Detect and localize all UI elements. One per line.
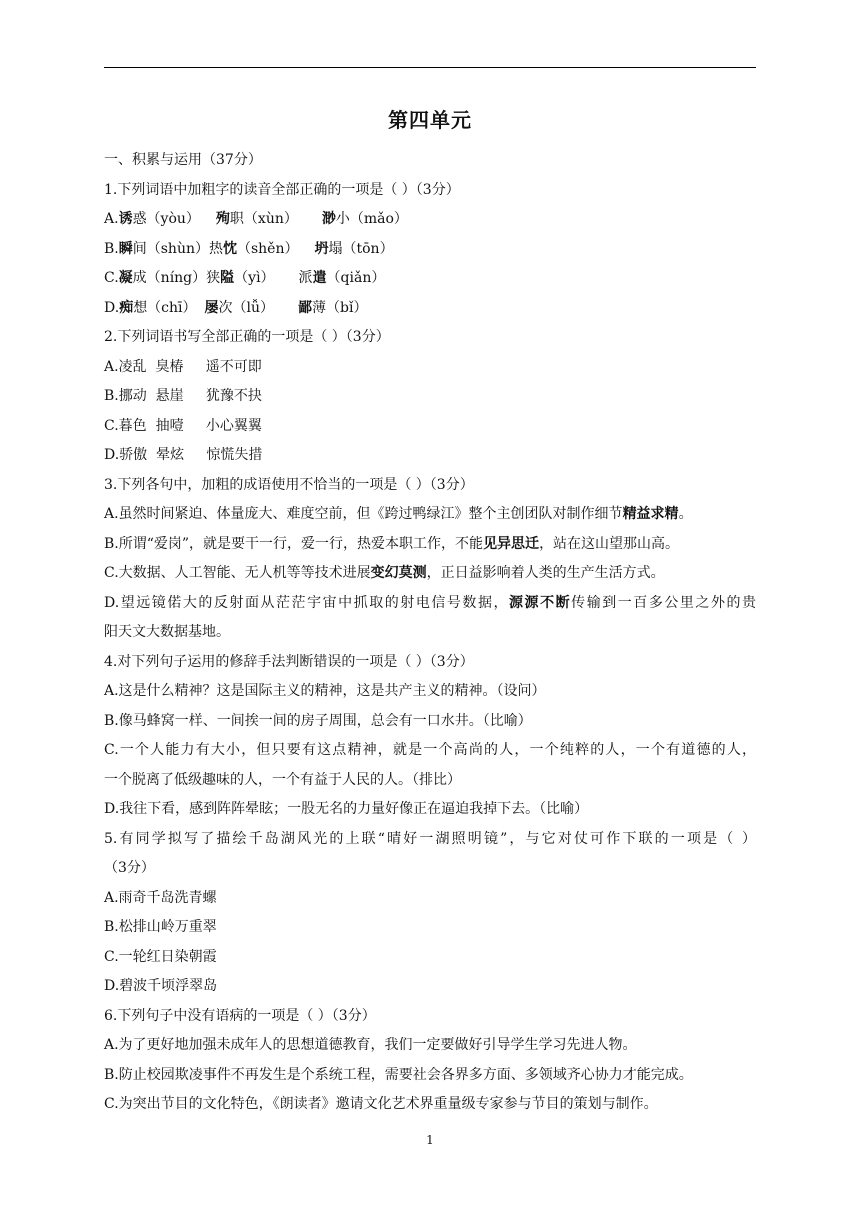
q6-stem: 6.下列句子中没有语病的一项是（ ）（3分） xyxy=(104,1007,376,1024)
page-number: 1 xyxy=(426,1133,434,1147)
q6-option-b: B.防止校园欺凌事件不再发生是个系统工程，需要社会各界多方面、多领域齐心协力才能完成。 xyxy=(104,1066,693,1083)
q4-option-d: D.我往下看，感到阵阵晕眩；一股无名的力量好像正在逼迫我掉下去。（比喻） xyxy=(104,801,589,817)
q5-option-d: D.碧波千顷浮翠岛 xyxy=(104,978,218,994)
q1-option-b: B.瞬间（shùn）热忱（shěn） 坍塌（tōn） xyxy=(104,240,394,257)
q2-option-d: D.骄傲 晕炫 惊慌失措 xyxy=(104,447,263,463)
q4-option-c: C.一个人能力有大小，但只要有这点精神，就是一个高尚的人，一个纯粹的人，一个有道德的人， xyxy=(104,742,756,758)
q4-stem: 4.对下列句子运用的修辞手法判断错误的一项是（ ）（3分） xyxy=(104,653,474,670)
q5-option-b: B.松排山岭万重翠 xyxy=(104,919,217,935)
q4-option-c-cont: 一个脱离了低级趣味的人，一个有益于人民的人。（排比） xyxy=(104,771,461,788)
q3-option-d-cont: 阳天文大数据基地。 xyxy=(104,624,230,640)
q1-option-c: C.凝成（níng）狭隘（yì） 派遣（qiǎn） xyxy=(104,270,386,286)
q2-option-a: A.凌乱 臭椿 遥不可即 xyxy=(104,358,262,375)
q6-option-a: A.为了更好地加强未成年人的思想道德教育，我们一定要做好引导学生学习先进人物。 xyxy=(104,1037,637,1053)
q1-option-a: A.诱惑（yòu） 殉职（xùn） 渺小（mǎo） xyxy=(104,211,408,227)
q2-stem: 2.下列词语书写全部正确的一项是（ ）（3分） xyxy=(104,329,390,345)
q6-option-c: C.为突出节目的文化特色，《朗读者》邀请文化艺术界重量级专家参与节目的策划与制作。 xyxy=(104,1096,658,1112)
header-rule xyxy=(104,67,756,68)
q1-stem: 1.下列词语中加粗字的读音全部正确的一项是（ ）（3分） xyxy=(104,181,460,198)
q4-option-b: B.像马蜂窝一样、一间挨一间的房子周围，总会有一口水井。（比喻） xyxy=(104,712,532,729)
q3-option-a: A.虽然时间紧迫、体量庞大、难度空前，但《跨过鸭绿江》整个主创团队对制作细节精益求精。 xyxy=(104,506,693,522)
section-heading: 一、积累与运用（37分） xyxy=(104,152,262,168)
q2-option-c: C.暮色 抽噎 小心翼翼 xyxy=(104,417,262,434)
q2-option-b: B.挪动 悬崖 犹豫不抉 xyxy=(104,388,262,404)
q1-option-d: D.痴想（chī） 屡次（lǚ） 鄙薄（bǐ） xyxy=(104,299,368,316)
q3-option-b: B.所谓“爱岗”，就是要干一行，爱一行，热爱本职工作，不能见异思迁，站在这山望那山高。 xyxy=(104,535,680,552)
q5-option-a: A.雨奇千岛洗青螺 xyxy=(104,889,217,906)
document-body xyxy=(104,146,756,1120)
q3-stem: 3.下列各句中，加粗的成语使用不恰当的一项是（ ）（3分） xyxy=(104,476,474,493)
q5-stem-cont: （3分） xyxy=(104,860,155,876)
q3-option-d: D.望远镜偌大的反射面从茫茫宇宙中抓取的射电信号数据，源源不断传输到一百多公里之外的贵 xyxy=(104,594,757,611)
q3-option-c: C.大数据、人工智能、无人机等等技术进展变幻莫测，正日益影响着人类的生产生活方式。 xyxy=(104,565,665,581)
q5-stem: 5.有同学拟写了描绘千岛湖风光的上联“晴好一湖照明镜”，与它对仗可作下联的一项是（ ） xyxy=(104,830,756,847)
q5-option-c: C.一轮红日染朝霞 xyxy=(104,948,217,965)
page-title: 第四单元 xyxy=(388,108,472,132)
q4-option-a: A.这是什么精神？这是国际主义的精神，这是共产主义的精神。（设问） xyxy=(104,683,546,699)
